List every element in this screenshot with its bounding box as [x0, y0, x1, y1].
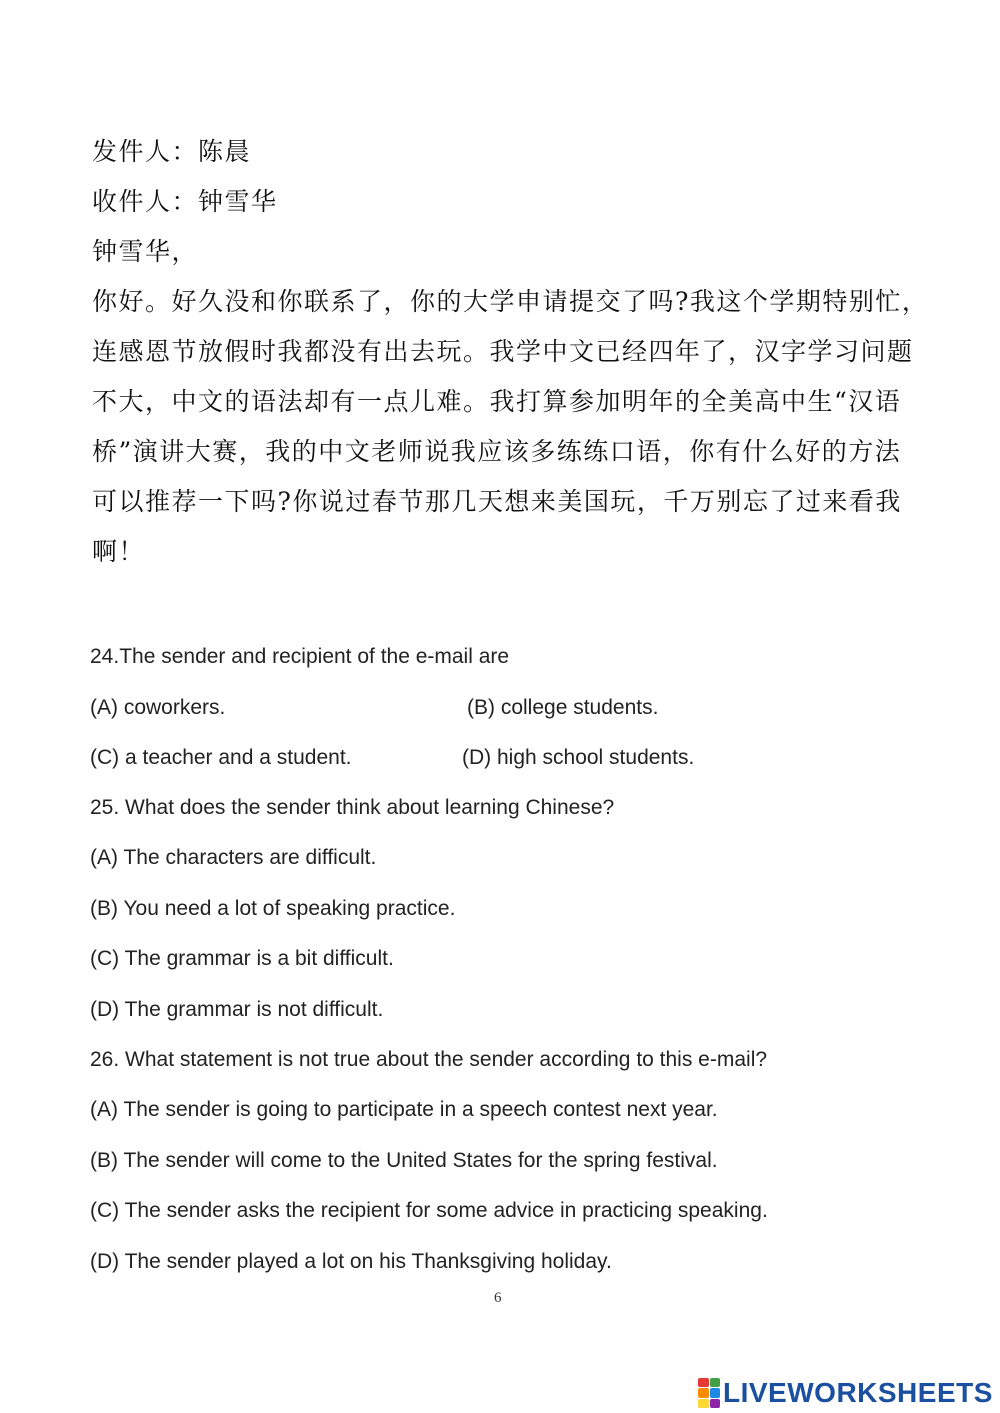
email-body-line: 桥”演讲大赛，我的中文老师说我应该多练练口语，你有什么好的方法	[92, 437, 902, 466]
logo-block	[698, 1378, 709, 1387]
email-body-line: 啊！	[92, 537, 146, 566]
question-24-option-a[interactable]: (A) coworkers.	[90, 696, 226, 719]
email-sender: 发件人：陈晨	[92, 137, 252, 166]
question-24-option-b[interactable]: (B) college students.	[467, 696, 659, 719]
logo-block	[698, 1388, 709, 1397]
question-24-option-d[interactable]: (D) high school students.	[462, 746, 695, 769]
email-recipient: 收件人：钟雪华	[92, 187, 278, 216]
email-body-line: 不大，中文的语法却有一点儿难。我打算参加明年的全美高中生“汉语	[92, 387, 902, 416]
liveworksheets-brand[interactable]	[698, 1376, 993, 1410]
brand-name: LIVEWORKSHEETS	[723, 1377, 993, 1408]
email-greeting: 钟雪华，	[92, 237, 199, 266]
logo-block	[710, 1378, 721, 1387]
question-25-option-a[interactable]: (A) The characters are difficult.	[90, 846, 377, 869]
liveworksheets-logo-icon	[698, 1378, 720, 1408]
question-26-prompt: 26. What statement is not true about the sender according to this e-mail?	[90, 1048, 768, 1071]
question-26-option-c[interactable]: (C) The sender asks the recipient for some advice in practicing speaking.	[90, 1199, 768, 1222]
question-25-option-b[interactable]: (B) You need a lot of speaking practice.	[90, 897, 456, 920]
email-body-line: 可以推荐一下吗?你说过春节那几天想来美国玩，千万别忘了过来看我	[92, 487, 902, 516]
page-number: 6	[494, 1290, 502, 1306]
email-body-line: 连感恩节放假时我都没有出去玩。我学中文已经四年了，汉字学习问题	[92, 337, 914, 366]
question-26-option-d[interactable]: (D) The sender played a lot on his Thanksgiving holiday.	[90, 1250, 612, 1273]
logo-block	[710, 1399, 721, 1408]
logo-block	[698, 1399, 709, 1408]
question-25-option-c[interactable]: (C) The grammar is a bit difficult.	[90, 947, 394, 970]
email-body-line: 你好。好久没和你联系了，你的大学申请提交了吗?我这个学期特别忙，	[92, 287, 929, 316]
question-26-option-b[interactable]: (B) The sender will come to the United States for the spring festival.	[90, 1149, 718, 1172]
logo-block	[710, 1388, 721, 1397]
question-25-prompt: 25. What does the sender think about learning Chinese?	[90, 796, 615, 819]
question-26-option-a[interactable]: (A) The sender is going to participate in a speech contest next year.	[90, 1098, 718, 1121]
question-24-prompt: 24.The sender and recipient of the e-mail are	[90, 645, 510, 668]
question-25-option-d[interactable]: (D) The grammar is not difficult.	[90, 998, 384, 1021]
question-24-option-c[interactable]: (C) a teacher and a student.	[90, 746, 352, 769]
